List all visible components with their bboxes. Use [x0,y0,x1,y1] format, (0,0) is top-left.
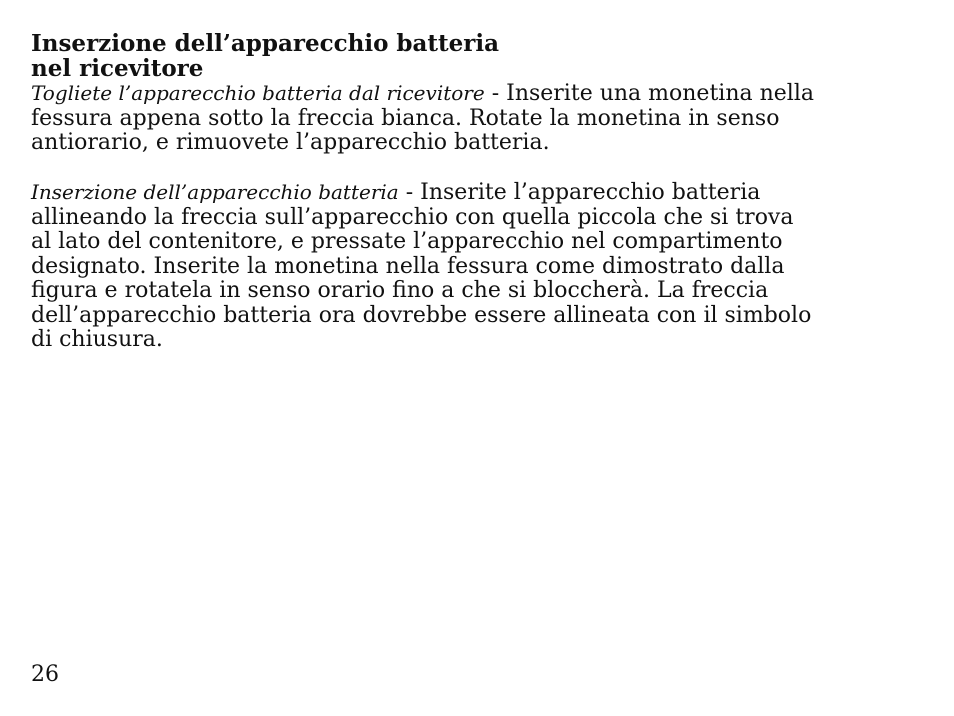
paragraph-line: fessura appena sotto la freccia bianca. Rotate la monetina in senso [31,105,780,131]
paragraph-gap [31,156,931,181]
heading-line-2: nel ricevitore [31,55,204,82]
paragraph-line [31,81,931,107]
paragraph-line: antiorario, e rimuovete l’apparecchio batteria. [31,130,550,155]
paragraph-separator: - [398,180,421,205]
paragraph-lead: Inserzione dell’apparecchio batteria [31,180,399,204]
heading-line-1: Inserzione dell’apparecchio batteria [31,30,500,57]
paragraph-line: allineando la freccia sull’apparecchio con quella piccola che si trova [31,204,794,230]
paragraph-line [31,180,931,206]
paragraph-line: al lato del contenitore, e pressate l’apparecchio nel compartimento [31,229,783,254]
paragraph-line: dell’apparecchio batteria ora dovrebbe essere allineata con il simbolo [31,302,812,328]
paragraph-insert-battery [31,180,931,353]
paragraph-separator: - [484,81,507,106]
paragraph-line: figura e rotatela in senso orario fino a che si bloccherà. La freccia [31,278,769,303]
paragraph-text: Inserite l’apparecchio batteria [420,180,761,205]
paragraph-line: di chiusura. [31,327,163,352]
document-page [31,31,931,353]
page-number: 26 [31,662,59,687]
paragraph-remove-battery [31,81,931,156]
paragraph-line: designato. Inserite la monetina nella fessura come dimostrato dalla [31,253,785,279]
paragraph-text: Inserite una monetina nella [506,81,814,106]
section-heading [31,31,931,81]
paragraph-lead: Togliete l’apparecchio batteria dal ricevitore [31,81,485,105]
